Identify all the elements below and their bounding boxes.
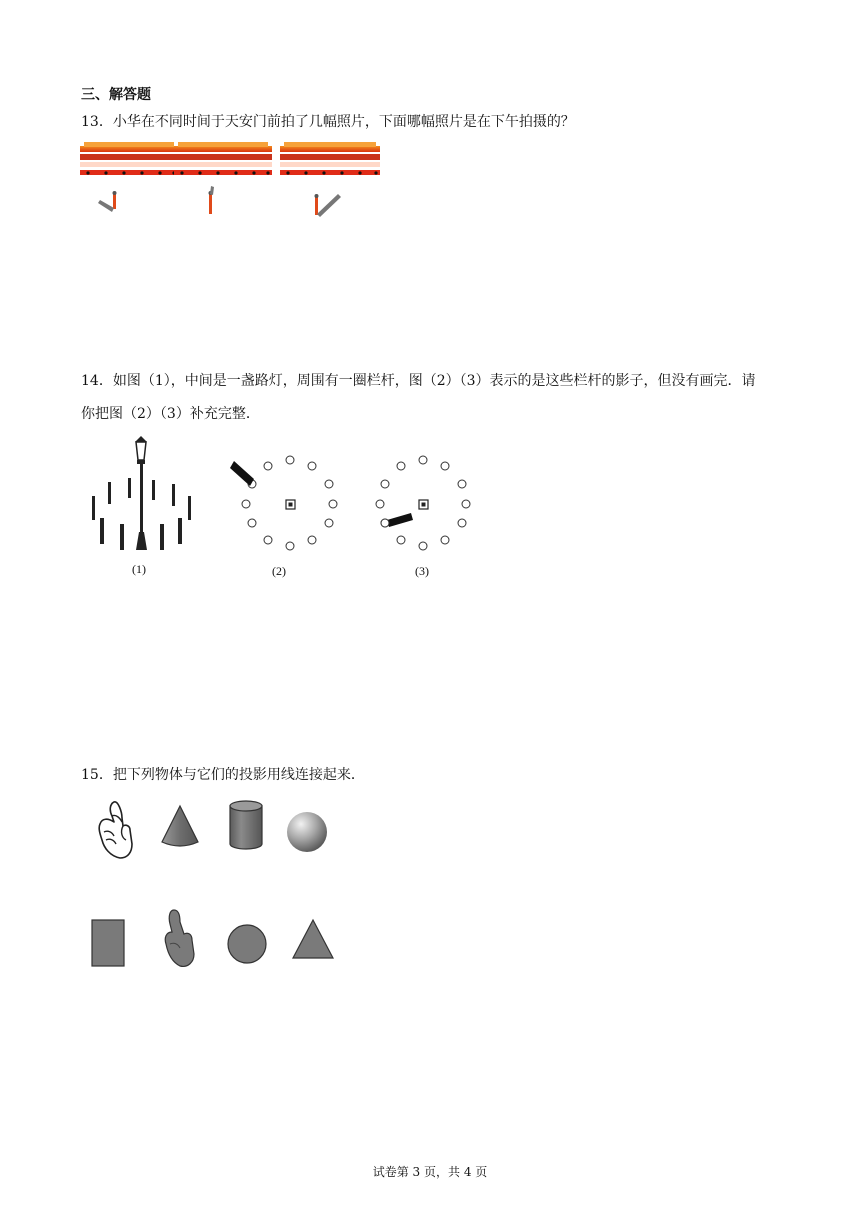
question-14-line1: 14．如图（1），中间是一盏路灯，周围有一圈栏杆，图（2）（3）表示的是这些栏杆的影子，但没有画完．请 [81,373,756,389]
photo-1 [80,142,178,212]
cone-icon [158,804,202,850]
figure-3-shadows [354,450,484,556]
question-15-text: 15．把下列物体与它们的投影用线连接起来． [81,767,365,783]
caption-figure-3: (3) [415,564,429,578]
person-shadow [210,186,214,195]
cylinder-icon [226,798,266,854]
triangle-projection [290,918,336,962]
circle-projection [225,922,271,968]
person-shadow [317,194,341,217]
hand-silhouette-projection [158,906,200,970]
rectangle-projection [90,918,128,970]
photo-2 [174,142,272,214]
photo-3 [280,142,380,217]
tiananmen-photos [80,142,382,224]
person-figure [315,197,318,215]
caption-figure-1: (1) [132,562,146,576]
person-shadow [98,200,114,212]
figure-2-shadows [220,450,350,556]
lamp-icon [135,436,147,550]
figure-1-street-lamp [84,434,200,556]
caption-figure-2: (2) [272,564,286,578]
lamp-center-icon [419,500,428,509]
rail-shadow [387,513,413,527]
question-13-text: 13．小华在不同时间于天安门前拍了几幅照片，下面哪幅照片是在下午拍摄的？ [81,114,575,130]
hand-gesture-icon [92,798,138,864]
sphere-icon [285,810,329,854]
page-footer: 试卷第 3 页，共 4 页 [372,1165,488,1179]
section-title: 三、解答题 [81,87,151,103]
rail-shadow [230,461,254,486]
person-figure [113,194,116,209]
lamp-center-icon [286,500,295,509]
question-14-line2: 你把图（2）（3）补充完整． [81,406,260,422]
person-figure [209,194,212,214]
